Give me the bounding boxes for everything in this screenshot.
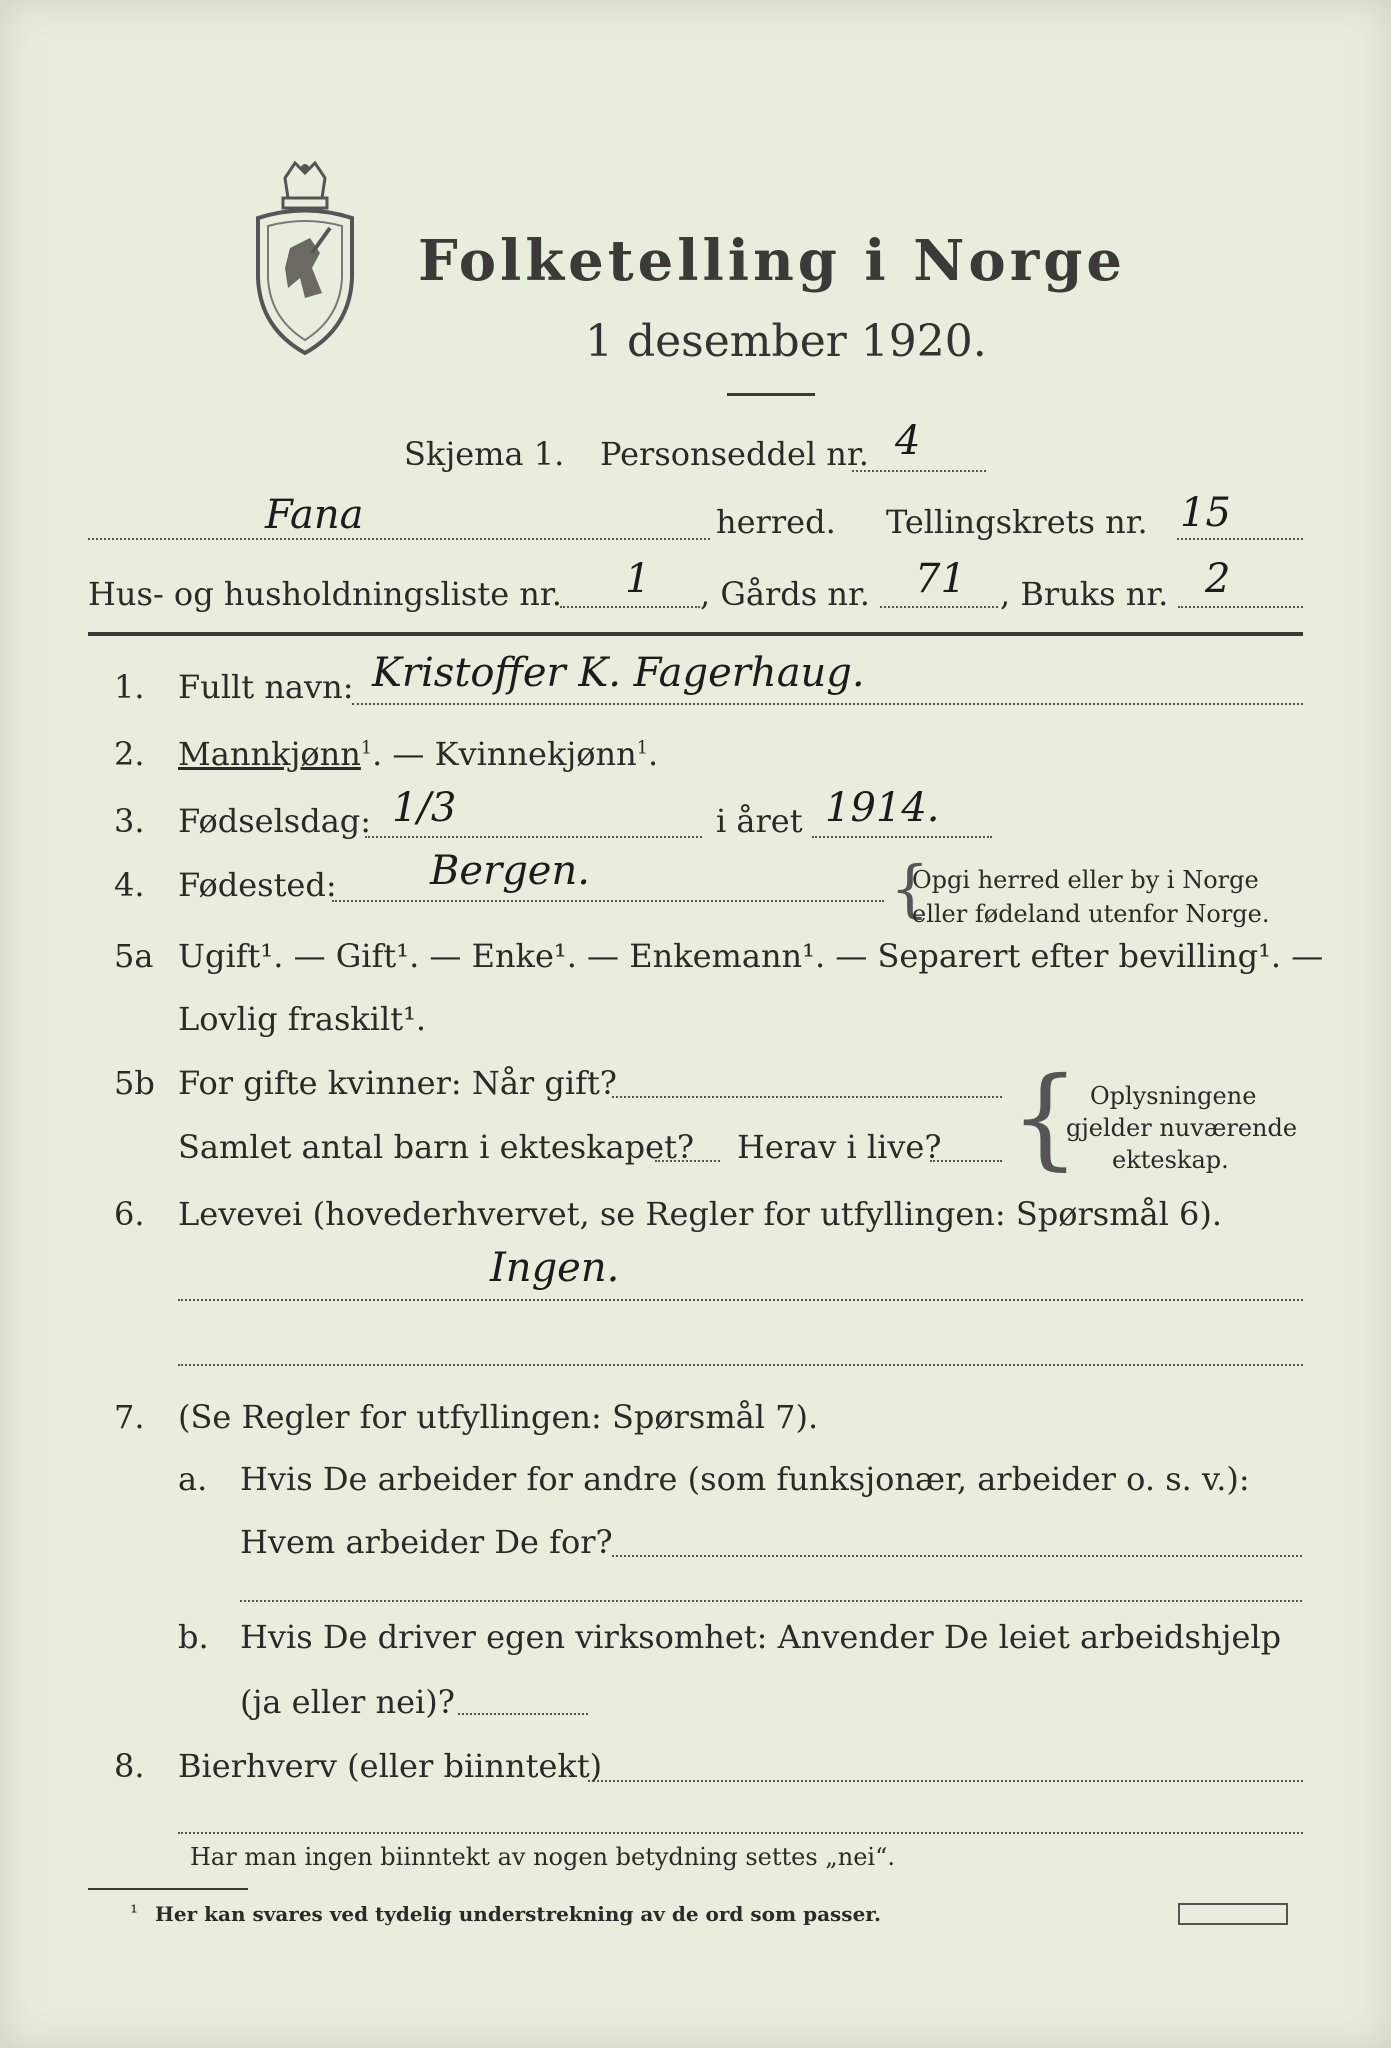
q7b-text: Hvis De driver egen virksomhet: Anvender De leiet arbeidshjelp [240, 1618, 1282, 1656]
q3-label: Fødselsdag: [178, 802, 372, 840]
q4-birthplace: Bergen. [430, 848, 590, 894]
q5b-brace: { [1010, 1053, 1080, 1181]
footnote: Her kan svares ved tydelig understrekning av de ord som passer. [155, 1902, 881, 1926]
q5a-number: 5a [114, 937, 154, 975]
herred-line [88, 538, 710, 540]
q6-text: Levevei (hovederhvervet, se Regler for utfyllingen: Spørsmål 6). [178, 1195, 1223, 1233]
q7a-employer-label: Hvem arbeider De for? [240, 1523, 613, 1561]
q1-line [352, 703, 1303, 705]
personseddel-line [852, 470, 986, 472]
q5b-number: 5b [114, 1064, 155, 1102]
hus-label: Hus- og husholdningsliste nr. [88, 575, 562, 613]
census-date: 1 desember 1920. [585, 316, 987, 367]
q4-note-line1: Opgi herred eller by i Norge [912, 866, 1259, 894]
q7b-yes-no-line [458, 1713, 588, 1715]
herred-label: herred. [716, 503, 836, 541]
personseddel-value: 4 [895, 418, 921, 464]
q4-note-line2: eller fødeland utenfor Norge. [912, 900, 1270, 928]
q3-birth-day: 1/3 [392, 785, 457, 831]
q7b-letter: b. [178, 1618, 209, 1656]
q5b-note-line1: Oplysningene [1090, 1082, 1257, 1110]
q8-line1 [588, 1780, 1303, 1782]
q6-line2 [178, 1364, 1303, 1366]
q5b-note-line3: ekteskap. [1112, 1146, 1229, 1174]
q6-occupation: Ingen. [490, 1245, 620, 1291]
footnote-divider [88, 1888, 248, 1890]
bruks-line [1178, 606, 1303, 608]
q8-number: 8. [114, 1747, 145, 1785]
q6-line1 [178, 1299, 1303, 1301]
q7a-text: Hvis De arbeider for andre (som funksjonær, arbeider o. s. v.): [240, 1460, 1250, 1498]
norway-coat-of-arms-icon [250, 158, 360, 358]
bruks-value: 2 [1205, 556, 1231, 602]
q7a-line2 [240, 1600, 1302, 1602]
q8-text: Bierhverv (eller biinntekt) [178, 1747, 603, 1785]
q5b-when-married-label: For gifte kvinner: Når gift? [178, 1064, 617, 1102]
q1-label: Fullt navn: [178, 668, 354, 706]
printer-stamp-icon [1178, 1903, 1288, 1925]
q8-line2 [178, 1832, 1303, 1834]
personseddel-label: Personseddel nr. [600, 435, 869, 473]
q3-year-label: i året [716, 802, 803, 840]
q5a-options: Ugift¹. — Gift¹. — Enke¹. — Enkemann¹. — Separert efter bevilling¹. — [178, 937, 1324, 975]
footnote-mark: ¹ [130, 1900, 139, 1924]
q5b-children-label: Samlet antal barn i ekteskapet? [178, 1128, 695, 1166]
q5b-note-line2: gjelder nuværende [1066, 1114, 1298, 1142]
q4-line [332, 900, 884, 902]
q4-brace: { [890, 852, 930, 925]
tellingskrets-label: Tellingskrets nr. [886, 503, 1148, 541]
q6-number: 6. [114, 1195, 145, 1233]
gards-line [880, 606, 998, 608]
gards-label: , Gårds nr. [700, 575, 870, 613]
q4-label: Fødested: [178, 866, 337, 904]
header-separator [88, 632, 1303, 636]
q7a-letter: a. [178, 1460, 208, 1498]
schema-label: Skjema 1. [404, 435, 565, 473]
hus-line [560, 606, 700, 608]
q2-number: 2. [114, 735, 145, 773]
q3-year-line [812, 836, 992, 838]
q2-options: Mannkjønn$^1$. — Kvinnekjønn$^1$. [178, 735, 659, 773]
title-divider [727, 393, 815, 396]
form-title: Folketelling i Norge [418, 228, 1127, 294]
q1-number: 1. [114, 668, 145, 706]
q3-number: 3. [114, 802, 145, 840]
q5b-alive-label: Herav i live? [737, 1128, 942, 1166]
q3-birth-year: 1914. [825, 785, 940, 831]
q5b-when-married-line [612, 1096, 1002, 1098]
q1-full-name: Kristoffer K. Fagerhaug. [372, 650, 865, 696]
q7a-employer-line [612, 1555, 1302, 1557]
footer-note: Har man ingen biinntekt av nogen betydning settes „nei“. [190, 1843, 895, 1871]
q3-day-line [365, 836, 702, 838]
tellingskrets-value: 15 [1180, 490, 1231, 536]
bruks-label: , Bruks nr. [1000, 575, 1169, 613]
q7b-yes-no-label: (ja eller nei)? [240, 1683, 455, 1721]
q5b-children-line [655, 1160, 720, 1162]
tellingskrets-line [1177, 538, 1303, 540]
gards-value: 71 [915, 556, 966, 602]
q5b-alive-line [930, 1160, 1002, 1162]
q7-text: (Se Regler for utfyllingen: Spørsmål 7). [178, 1398, 819, 1436]
q5a-options-2: Lovlig fraskilt¹. [178, 1000, 427, 1038]
herred-value: Fana [265, 492, 364, 538]
hus-value: 1 [625, 556, 651, 602]
q4-number: 4. [114, 866, 145, 904]
q2-male-option: Mannkjønn [178, 735, 361, 773]
q7-number: 7. [114, 1398, 145, 1436]
q2-female-option: Kvinnekjønn [434, 735, 637, 773]
